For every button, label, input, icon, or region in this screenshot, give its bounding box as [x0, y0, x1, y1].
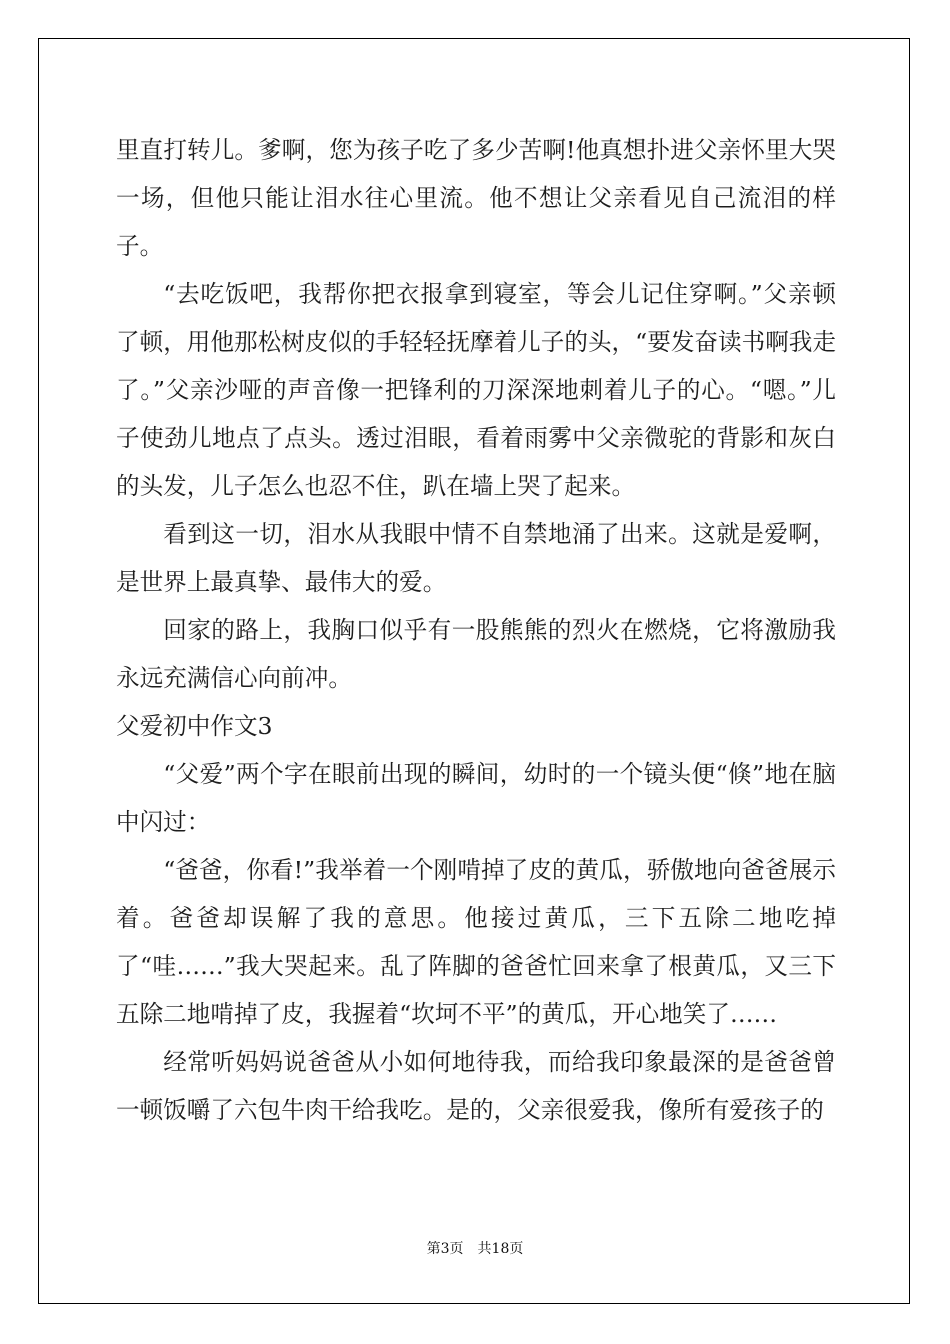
paragraph-6: “爸爸，你看!”我举着一个刚啃掉了皮的黄瓜，骄傲地向爸爸展示着。爸爸却误解了我的意思。他接过黄瓜，三下五除二地吃掉了“哇……”我大哭起来。乱了阵脚的爸爸忙回来拿了根黄瓜，又三下五除二地啃掉了皮，我握着“坎坷不平”的黄瓜，开心地笑了……	[116, 856, 836, 1028]
section-heading: 父爱初中作文3	[116, 712, 273, 740]
paragraph-1: 里直打转儿。爹啊，您为孩子吃了多少苦啊!他真想扑进父亲怀里大哭一场，但他只能让泪水往心里流。他不想让父亲看见自己流泪的样子。	[116, 136, 836, 260]
paragraph-5: “父爱”两个字在眼前出现的瞬间，幼时的一个镜头便“倏”地在脑中闪过：	[116, 760, 836, 836]
page-number: 第3页	[426, 1241, 464, 1257]
paragraph-2: “去吃饭吧，我帮你把衣报拿到寝室，等会儿记住穿啊。”父亲顿了顿，用他那松树皮似的手轻轻抚摩着儿子的头，“要发奋读书啊我走了。”父亲沙哑的声音像一把锋利的刀深深地刺着儿子的心。“嗯。”儿子使劲儿地点了点头。透过泪眼，看着雨雾中父亲微驼的背影和灰白的头发，儿子怎么也忍不住，趴在墙上哭了起来。	[116, 280, 836, 500]
paragraph-4: 回家的路上，我胸口似乎有一股熊熊的烈火在燃烧，它将激励我永远充满信心向前冲。	[116, 616, 836, 692]
page-footer	[0, 1238, 950, 1258]
page-total: 共18页	[477, 1241, 524, 1257]
document-body	[116, 126, 836, 1134]
paragraph-7: 经常听妈妈说爸爸从小如何地待我，而给我印象最深的是爸爸曾一顿饭嚼了六包牛肉干给我吃。是的，父亲很爱我，像所有爱孩子的	[116, 1048, 836, 1124]
paragraph-3: 看到这一切，泪水从我眼中情不自禁地涌了出来。这就是爱啊，是世界上最真挚、最伟大的爱。	[116, 520, 836, 596]
